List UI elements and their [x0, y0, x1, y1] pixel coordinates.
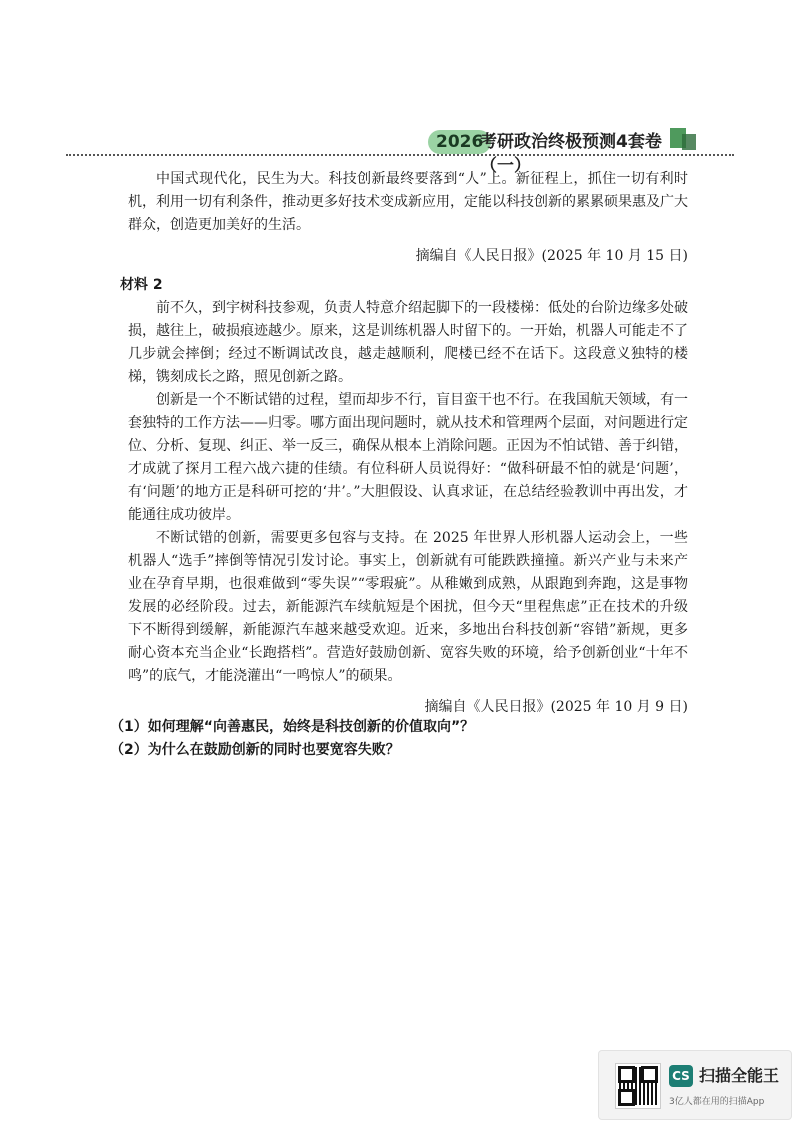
header-corner-mark-shadow [682, 134, 696, 150]
year-badge: 2026 [428, 130, 491, 154]
material1-paragraph: 中国式现代化，民生为大。科技创新最终要落到“人”上。新征程上，抓住一切有利时机，利用一切有利条件，推动更多好技术变成新应用，定能以科技创新的累累硕果惠及广大群众，创造更加美好的生活。 [128, 171, 688, 233]
camscanner-tagline: 3亿人都在用的扫描App [669, 1097, 765, 1107]
camscanner-name: 扫描全能王 [699, 1066, 780, 1085]
material1-source: 摘编自《人民日报》(2025 年 10 月 15 日) [415, 248, 688, 264]
page-header [400, 128, 700, 176]
qr-code-icon [615, 1063, 661, 1109]
question-item: （2）为什么在鼓励创新的同时也要宽容失败？ [110, 742, 400, 758]
material2-paragraph: 不断试错的创新，需要更多包容与支持。在 2025 年世界人形机器人运动会上，一些机器人“选手”摔倒等情况引发讨论。事实上，创新就有可能跌跌撞撞。新兴产业与未来产业在孕育早期，也很难做到“零失误”“零瑕疵”。从稚嫩到成熟，从跟跑到奔跑，这是事物发展的必经阶段。过去，新能源汽车续航短是个困扰，但今天“里程焦虑”正在技术的升级下不断得到缓解，新能源汽车越来越受欢迎。近来，多地出台科技创新“容错”新规，更多耐心资本充当企业“长跑搭档”。营造好鼓励创新、宽容失败的环境，给予创新创业“十年不鸣”的底气，才能浇灌出“一鸣惊人”的硕果。 [128, 530, 688, 684]
material2-paragraph: 前不久，到宇树科技参观，负责人特意介绍起脚下的一段楼梯：低处的台阶边缘多处破损，越往上，破损痕迹越少。原来，这是训练机器人时留下的。一开始，机器人可能走不了几步就会摔倒；经过不断调试改良，越走越顺利，爬楼已经不在话下。这段意义独特的楼梯，镌刻成长之路，照见创新之路。 [128, 300, 688, 385]
material2-heading: 材料 2 [120, 277, 163, 293]
question-list [110, 716, 690, 762]
question-item: （1）如何理解“向善惠民，始终是科技创新的价值取向”？ [110, 719, 475, 735]
exam-title: 考研政治终极预测4套卷（一） [480, 132, 662, 176]
materials-body [120, 168, 688, 725]
material2-paragraph: 创新是一个不断试错的过程，望而却步不行，盲目蛮干也不行。在我国航天领域，有一套独特的工作方法——归零。哪方面出现问题时，就从技术和管理两个层面，对问题进行定位、分析、复现、纠正、举一反三，确保从根本上消除问题。正因为不怕试错、善于纠错，才成就了探月工程六战六捷的佳绩。有位科研人员说得好：“做科研最不怕的就是‘问题’，有‘问题’的地方正是科研可挖的‘井’。”大胆假设、认真求证，在总结经验教训中再出发，才能通往成功彼岸。 [128, 392, 688, 523]
scanner-watermark [598, 1050, 792, 1120]
material2-source: 摘编自《人民日报》(2025 年 10 月 9 日) [424, 699, 688, 715]
header-divider [66, 154, 734, 156]
camscanner-logo-icon: CS [669, 1065, 693, 1087]
